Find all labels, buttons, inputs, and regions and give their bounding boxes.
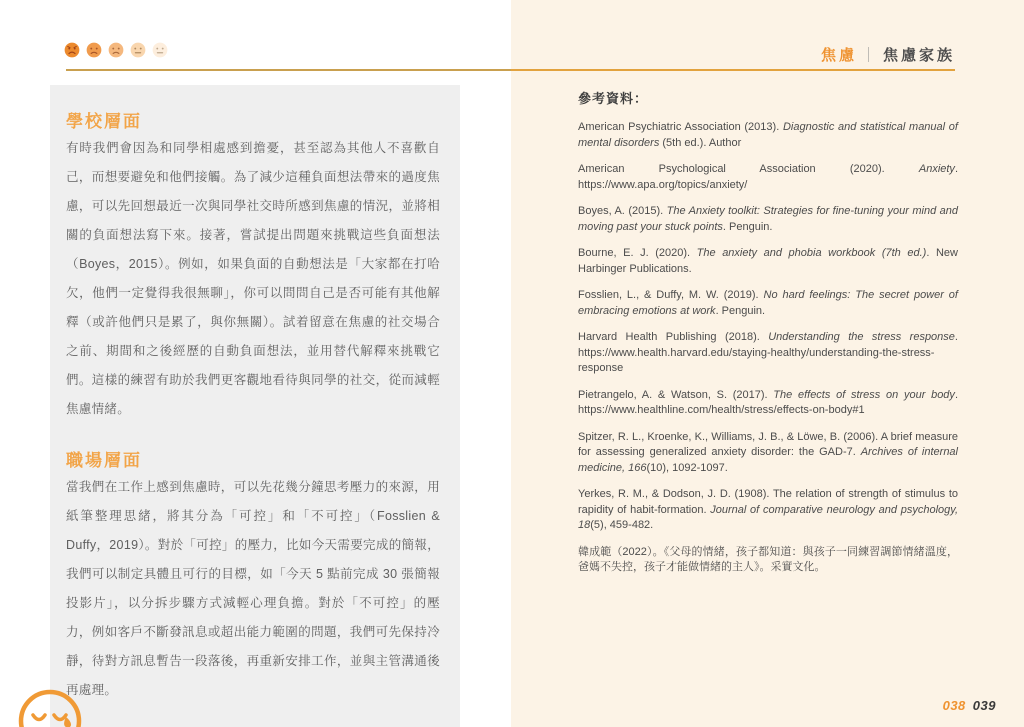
running-head xyxy=(821,44,955,65)
reference-item: Bourne, E. J. (2020). The anxiety and phobia workbook (7th ed.). New Harbinger Publications. xyxy=(578,247,958,275)
reference-item: American Psychiatric Association (2013). Diagnostic and statistical manual of mental disorders (5th ed.). Author xyxy=(578,121,958,149)
reference-item: Boyes, A. (2015). The Anxiety toolkit: Strategies for fine-tuning your mind and moving past your stuck points. Penguin. xyxy=(578,205,959,233)
page-numbers xyxy=(943,698,996,713)
section-workplace xyxy=(66,446,440,705)
reference-item: 韓成範（2022）。《父母的情緒，孩子都知道：與孩子一同練習調節情緒溫度，爸媽不失控，孩子才能做情緒的主人》。采實文化。 xyxy=(578,545,958,573)
reference-item: Spitzer, R. L., Kroenke, K., Williams, J. B., & Löwe, B. (2006). A brief measure for assessing generalized anxiety disorder: the GAD-7. Archives of internal medicine, 166(10), 1092-1097. xyxy=(578,430,958,474)
reference-item: Pietrangelo, A. & Watson, S. (2017). The effects of stress on your body. https://www.healthline.com/health/stress/effects-on-body#1 xyxy=(578,388,958,416)
left-header-rule xyxy=(66,69,511,71)
right-page-number: 039 xyxy=(972,698,996,713)
references-list xyxy=(578,120,958,576)
references-heading: 參考資料： xyxy=(578,91,649,106)
reference-item: Yerkes, R. M., & Dodson, J. D. (1908). The relation of strength of stimulus to rapidity of habit-formation. Journal of comparative neurology and psychology, 18(5), 459-482. xyxy=(578,488,958,531)
mood-very-anxious-icon xyxy=(64,42,80,58)
section-school xyxy=(66,107,440,424)
mood-anxious-icon xyxy=(86,42,102,58)
left-page xyxy=(0,0,511,727)
reference-item: Harvard Health Publishing (2018). Understanding the stress response. https://www.health.harvard.edu/staying-healthy/understanding-the-stress-response xyxy=(578,331,958,374)
section-workplace-body: 當我們在工作上感到焦慮時，可以先花幾分鐘思考壓力的來源，用紙筆整理思緒，將其分為「可控」和「不可控」（Fosslien & Duffy，2019）。對於「可控」的壓力，比如今天需要完成的簡報，我們可以制定具體且可行的目標，如「今天 5 點前完成 30 張簡報投影片」，以分拆步驟方式減輕心理負擔。對於「不可控」的壓力，例如客戶不斷發訊息或超出能力範圍的問題，我們可先保持冷靜，待對方訊息暫告一段落後，再重新安排工作，並與主管溝通後再處理。 xyxy=(66,480,440,697)
reference-item: American Psychological Association (2020). Anxiety. https://www.apa.org/topics/anxiety/ xyxy=(578,163,958,191)
mood-neutral-icon xyxy=(152,42,168,58)
reference-item: Fosslien, L., & Duffy, M. W. (2019). No hard feelings: The secret power of embracing emotions at work. Penguin. xyxy=(578,289,958,317)
section-workplace-title: 職場層面 xyxy=(66,451,142,470)
section-school-body: 有時我們會因為和同學相處感到擔憂，甚至認為其他人不喜歡自己，而想要避免和他們接觸。為了減少這種負面想法帶來的過度焦慮，可以先回想最近一次與同學社交時所感到焦慮的情況，並將相關的負面想法寫下來。接著，嘗試提出問題來挑戰這些負面想法（Boyes，2015）。例如，如果負面的自動想法是「大家都在打哈欠，他們一定覺得我很無聊」，你可以問問自己是否可能有其他解釋（或許他們只是累了，與你無關）。試着留意在焦慮的社交場合之前、期間和之後經歷的自動負面想法，並用替代解釋來挑戰它們。這樣的練習有助於我們更客觀地看待與同學的社交，從而減輕焦慮情緒。 xyxy=(66,141,440,416)
mood-mild-icon xyxy=(130,42,146,58)
mood-uneasy-icon xyxy=(108,42,124,58)
page-section-title: 焦慮家族 xyxy=(882,47,955,64)
references-block xyxy=(578,88,958,587)
section-school-title: 學校層面 xyxy=(66,112,142,131)
crying-face-icon xyxy=(8,677,104,727)
right-header-rule xyxy=(511,69,955,71)
mood-scale xyxy=(64,42,168,58)
right-page xyxy=(511,0,1024,727)
header-divider-icon: ｜ xyxy=(860,47,879,64)
chapter-title: 焦慮 xyxy=(820,47,857,64)
content-panel xyxy=(50,85,460,727)
left-page-number: 038 xyxy=(942,698,966,713)
